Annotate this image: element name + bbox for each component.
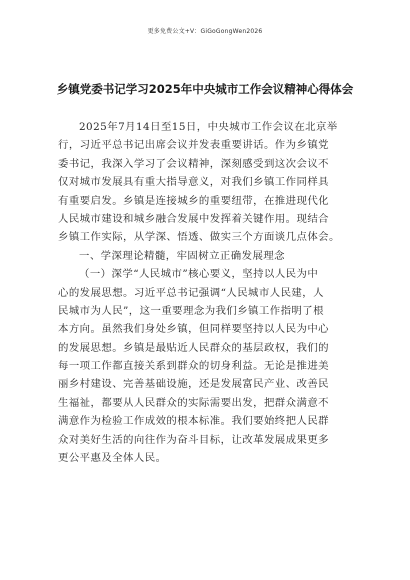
paragraph-1-line: 人民城市建设和城乡融合发展中发挥着关键作用。现结合 [58, 212, 330, 225]
paragraph-2-line: 每一项工作都直接关系到群众的切身利益。无论是推进美 [58, 360, 330, 373]
paragraph-1-line: 委书记，我深入学习了会议精神，深刻感受到这次会议不 [58, 157, 330, 170]
paragraph-2-line: 本方向。虽然我们身处乡镇，但同样要坚持以人民为中心 [58, 323, 330, 336]
paragraph-2-line: 众对美好生活的向往作为奋斗目标，让改革发展成果更多 [58, 433, 330, 446]
paragraph-2-line: 的发展思想。乡镇是最贴近人民群众的基层政权，我们的 [58, 341, 330, 354]
paragraph-1-line: 行，习近平总书记出席会议并发表重要讲话。作为乡镇党 [58, 139, 330, 152]
header-watermark: 更多免费公文+V：GiGoGongWen2026 [147, 28, 263, 35]
paragraph-2-line: （一）深学“人民城市”核心要义，坚持以人民为中 [79, 268, 319, 281]
document-title: 乡镇党委书记学习2025年中央城市工作会议精神心得体会 [56, 82, 354, 96]
paragraph-1-line: 仅对城市发展具有重大指导意义，对我们乡镇工作同样具 [58, 176, 330, 189]
section-heading: 一、学深理论精髓，牢固树立正确发展理念 [79, 249, 285, 262]
paragraph-2-line: 更公平惠及全体人民。 [58, 452, 167, 465]
paragraph-1-line: 乡镇工作实际，从学深、悟透、做实三个方面谈几点体会。 [58, 231, 340, 244]
paragraph-2-line: 丽乡村建设、完善基础设施，还是发展富民产业、改善民 [58, 378, 330, 391]
paragraph-2-line: 民城市为人民”，这一重要理念为我们乡镇工作指明了根 [58, 304, 324, 317]
paragraph-1-line: 有重要启发。乡镇是连接城乡的重要纽带，在推进现代化 [58, 194, 330, 207]
paragraph-2-line: 心的发展思想。习近平总书记强调“人民城市人民建，人 [58, 286, 324, 299]
paragraph-1-line: 2025年7月14日至15日，中央城市工作会议在北京举 [79, 121, 338, 133]
paragraph-2-line: 满意作为检验工作成效的根本标准。我们要始终把人民群 [58, 415, 330, 428]
document-body [58, 118, 358, 467]
paragraph-2-line: 生福祉，都要从人民群众的实际需要出发，把群众满意不 [58, 396, 330, 409]
